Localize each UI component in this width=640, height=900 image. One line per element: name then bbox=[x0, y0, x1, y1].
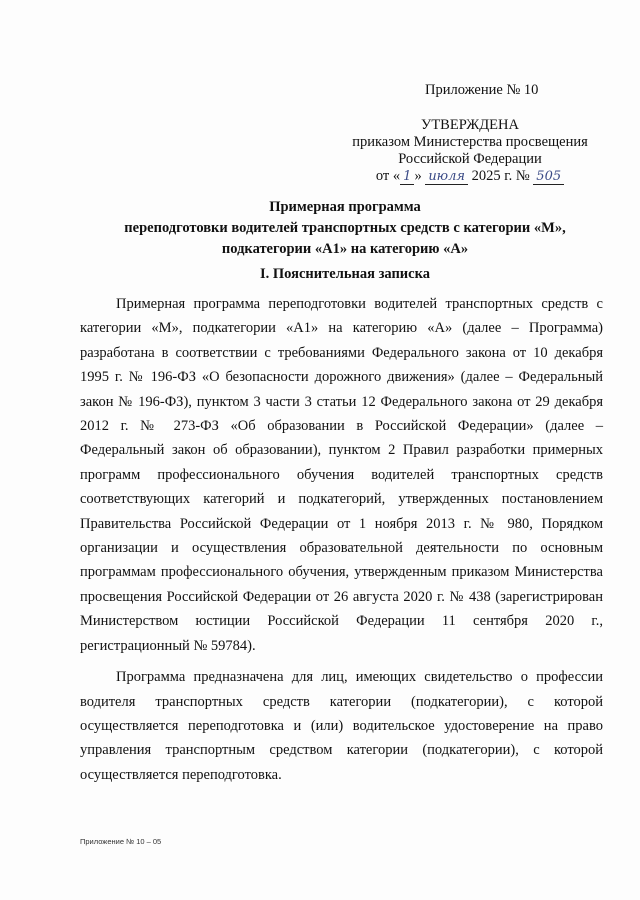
program-title bbox=[60, 197, 630, 260]
title-line-1: Примерная программа bbox=[269, 199, 421, 215]
order-number-handwritten: 505 bbox=[533, 169, 564, 185]
date-day-handwritten: 1 bbox=[400, 169, 414, 185]
appendix-number: Приложение № 10 bbox=[425, 82, 539, 98]
title-line-2: переподготовки водителей транспортных средств с категории «М», bbox=[124, 220, 566, 236]
date-month-handwritten: июля bbox=[425, 169, 468, 185]
paragraph-1: Примерная программа переподготовки водителей транспортных средств с категории «М», подкатегории «А1» на категорию «А» (далее – Программа) разработана в соответствии с требованиями Федерального закона от 10 декабря 1995 г. № 196-ФЗ «О безопасности дорожного движения» (далее – Федеральный закон № 196-ФЗ), пунктом 3 части 3 статьи 12 Федерального закона от 29 декабря 2012 г. № 273-ФЗ «Об образовании в Российской Федерации» (далее – Федеральный закон об образовании), пунктом 2 Правил разработки примерных программ профессионального обучения водителей транспортных средств соответствующих категорий и подкатегорий, утвержденных постановлением Правительства Российской Федерации от 1 ноября 2013 г. № 980, Порядком организации и осуществления образовательной деятельности по основным программам профессионального обучения, утвержденным приказом Министерства просвещения Российской Федерации от 26 августа 2020 г. № 438 (зарегистрирован Министерством юстиции Российской Федерации 11 сентября 2020 г., регистрационный № 59784). bbox=[80, 296, 603, 654]
section-heading: I. Пояснительная записка bbox=[260, 266, 430, 282]
approved-label: УТВЕРЖДЕНА bbox=[421, 117, 519, 133]
order-line-1: приказом Министерства просвещения bbox=[352, 134, 588, 150]
order-line-2: Российской Федерации bbox=[398, 151, 542, 167]
date-prefix: от « bbox=[375, 168, 401, 184]
approval-block bbox=[340, 117, 600, 185]
page-footer: Приложение № 10 – 05 bbox=[80, 837, 162, 846]
order-date-line bbox=[340, 168, 600, 185]
date-year: 2025 г. № bbox=[471, 168, 530, 184]
date-mid: » bbox=[414, 168, 422, 184]
paragraph-2: Программа предназначена для лиц, имеющих свидетельство о профессии водителя транспортных средств категории (подкатегории), с которой осуществляется переподготовка и (или) водительское удостоверение на право управления транспортным средством категории (подкатегории), с которой осуществляется переподготовка. bbox=[80, 669, 603, 783]
explanatory-note-body bbox=[80, 292, 603, 794]
title-line-3: подкатегории «А1» на категорию «А» bbox=[221, 241, 469, 257]
